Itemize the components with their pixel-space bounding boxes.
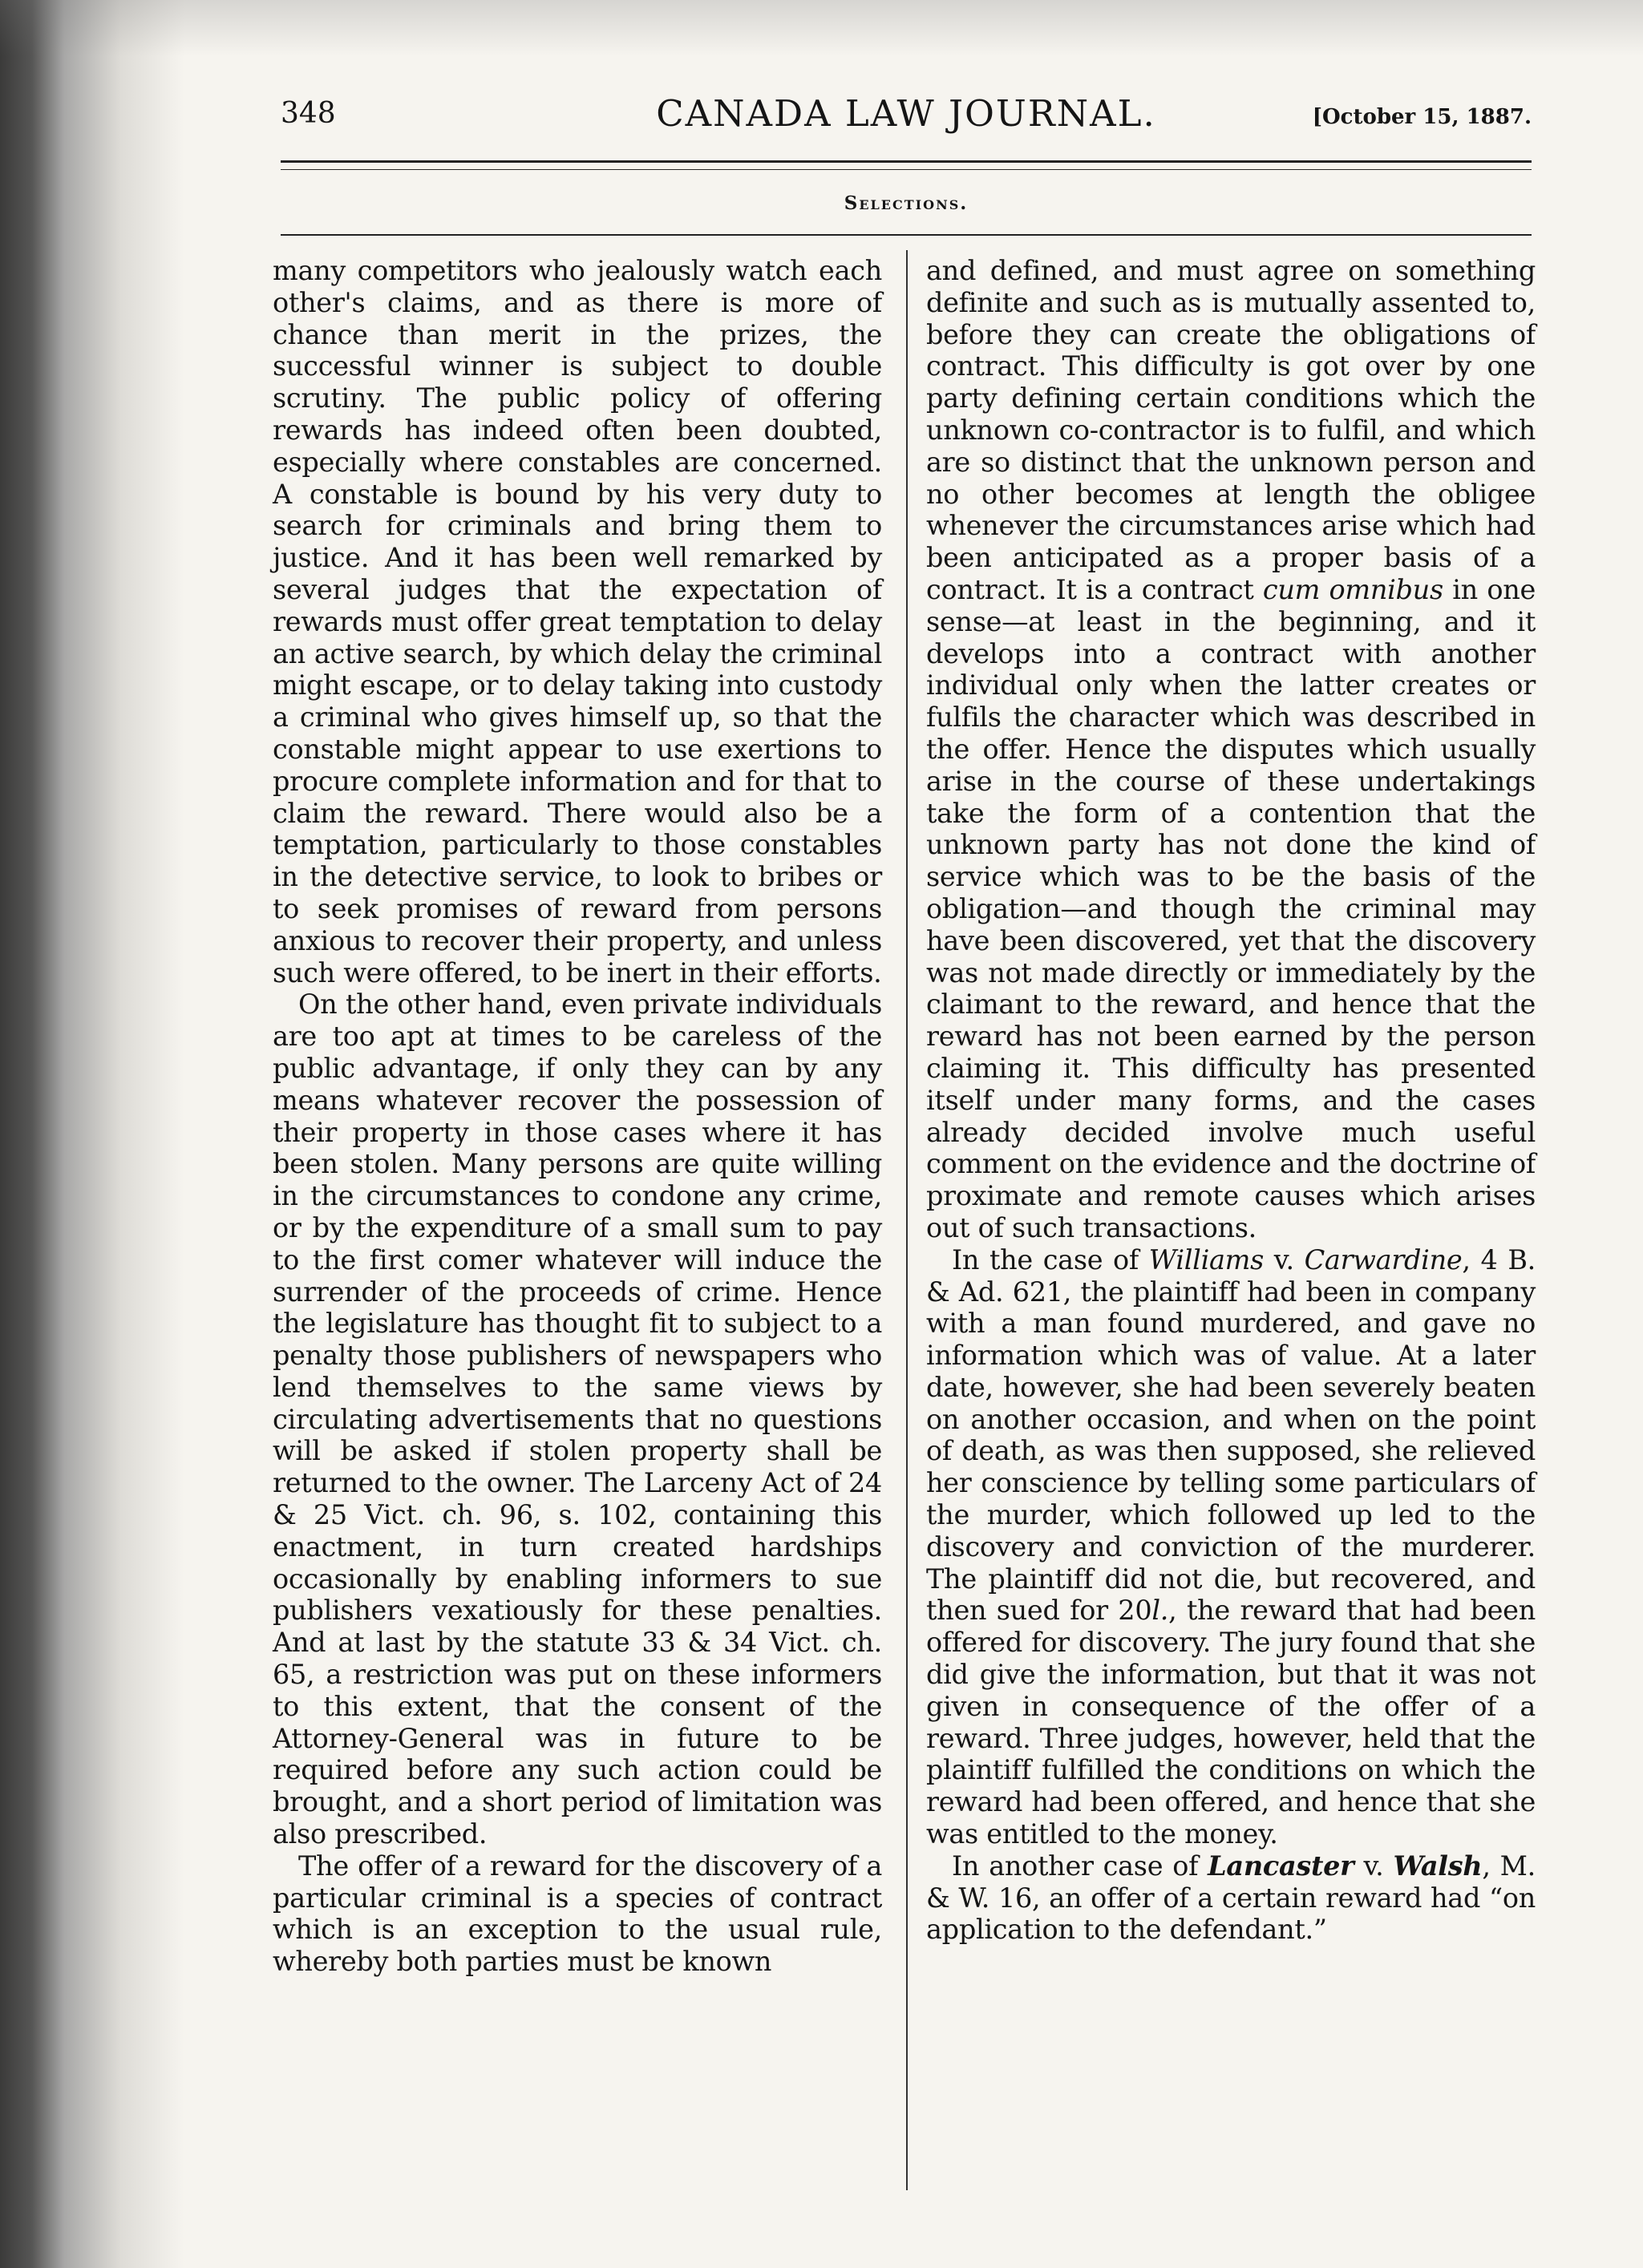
scan-shadow-top bbox=[0, 0, 1643, 56]
text-run: In the case of bbox=[952, 1243, 1149, 1275]
text-run: In another case of bbox=[952, 1850, 1208, 1882]
text-run: and defined, and must agree on something definite and such as is mutually assented to, before they can create the obligations of contract. This difficulty is got over by one party defining certain conditions which the unknown co-contractor is to fulfil, and which are so distinct that the unknown person and no other becomes at length the obligee whenever the circumstances arise which had been anticipated as a proper basis of a contract. It is a contract bbox=[926, 255, 1536, 605]
text-run: , the reward that had been offered for discovery. The jury found that she did give the information, but that it was not given in consequence of the offer of a reward. Three judges, however, held that the plaintiff fulfilled the conditions on which the reward had been offered, and hence that she was entitled to the money. bbox=[926, 1595, 1536, 1850]
scan-shadow-edge bbox=[0, 0, 184, 2268]
right-paragraph-1 bbox=[926, 255, 1536, 1244]
section-rule bbox=[281, 234, 1532, 236]
section-heading: Selections. bbox=[844, 192, 969, 214]
case-party-name: Carwardine bbox=[1304, 1243, 1463, 1275]
case-party-name: Williams bbox=[1148, 1243, 1265, 1275]
case-party-name: Walsh bbox=[1393, 1850, 1483, 1882]
column-divider bbox=[906, 250, 908, 2190]
text-run: v. bbox=[1354, 1850, 1394, 1882]
right-column bbox=[926, 255, 1536, 2195]
currency-abbrev: l. bbox=[1151, 1595, 1169, 1627]
journal-title: CANADA LAW JOURNAL. bbox=[656, 92, 1156, 135]
left-paragraph-1: many competitors who jealously watch each other's claims, and as there is more of chance than merit in the prizes, the successful winner is subject to double scrutiny. The public policy of offering rewards has indeed often been doubted, especially where constables are concerned. A constable is bound by his very duty to search for criminals and bring them to justice. And it has been well remarked by several judges that the expectation of rewards must offer great temptation to delay an active search, by which delay the criminal might escape, or to delay taking into custody a criminal who gives himself up, so that the constable might appear to use exertions to procure complete information and for that to claim the reward. There would also be a temptation, particularly to those constables in the detective service, to look to bribes or to seek promises of reward from persons anxious to recover their property, and unless such were offered, to be inert in their efforts. bbox=[273, 255, 882, 988]
page-number: 348 bbox=[281, 97, 336, 130]
issue-date: [October 15, 1887. bbox=[1312, 105, 1532, 129]
right-paragraph-3 bbox=[926, 1850, 1536, 1946]
text-run: in one sense—at least in the beginning, and it develops into a contract with another individual only when the latter creates or fulfils the character which was described in the offer. Hence the disputes which usually arise in the course of these undertakings take the form of a contention that the unknown party has not done the kind of service which was to be the basis of the obligation—and though the criminal may have been discovered, yet that the discovery was not made directly or immediately by the claimant to the reward, and hence that the reward has not been earned by the person claiming it. This difficulty has presented itself under many forms, and the cases already decided involve much useful comment on the evidence and the doctrine of proximate and remote causes which arises out of such transactions. bbox=[926, 573, 1536, 1243]
text-run: , 4 B. & Ad. 621, the plaintiff had been in company with a man found murdered, and gave no information which was of value. At a later date, however, she had been severely beaten on another occasion, and when on the point of death, as was then supposed, she relieved her conscience by telling some particulars of the murder, which followed up led to the discovery and conviction of the murderer. The plaintiff did not die, but recovered, and then sued for 20 bbox=[926, 1243, 1536, 1627]
header-rule bbox=[281, 160, 1532, 170]
right-paragraph-2 bbox=[926, 1244, 1536, 1850]
text-run: v. bbox=[1264, 1243, 1305, 1275]
case-party-name: Lancaster bbox=[1208, 1850, 1354, 1882]
latin-phrase: cum omnibus bbox=[1262, 573, 1443, 605]
left-paragraph-2: On the other hand, even private individuals are too apt at times to be careless of the public advantage, if only they can by any means whatever recover the possession of their property in those cases where it has been stolen. Many persons are quite willing in the circumstances to condone any crime, or by the expenditure of a small sum to pay to the first comer whatever will induce the surrender of the proceeds of crime. Hence the legislature has thought fit to subject to a penalty those publishers of newspapers who lend themselves to the same views by circulating advertisements that no questions will be asked if stolen property shall be returned to the owner. The Larceny Act of 24 & 25 Vict. ch. 96, s. 102, containing this enactment, in turn created hardships occasionally by enabling informers to sue publishers vexatiously for these penalties. And at last by the statute 33 & 34 Vict. ch. 65, a restriction was put on these informers to this extent, that the consent of the Attorney-General was in future to be required before any such action could be brought, and a short period of limitation was also prescribed. bbox=[273, 988, 882, 1850]
text-run: , M. & W. 16, an offer of a certain reward had “on application to the defendant.” bbox=[926, 1850, 1536, 1946]
left-column bbox=[273, 255, 882, 2195]
page-header bbox=[281, 92, 1532, 140]
left-paragraph-3: The offer of a reward for the discovery of a particular criminal is a species of contract which is an exception to the usual rule, whereby both parties must be known bbox=[273, 1850, 882, 1978]
